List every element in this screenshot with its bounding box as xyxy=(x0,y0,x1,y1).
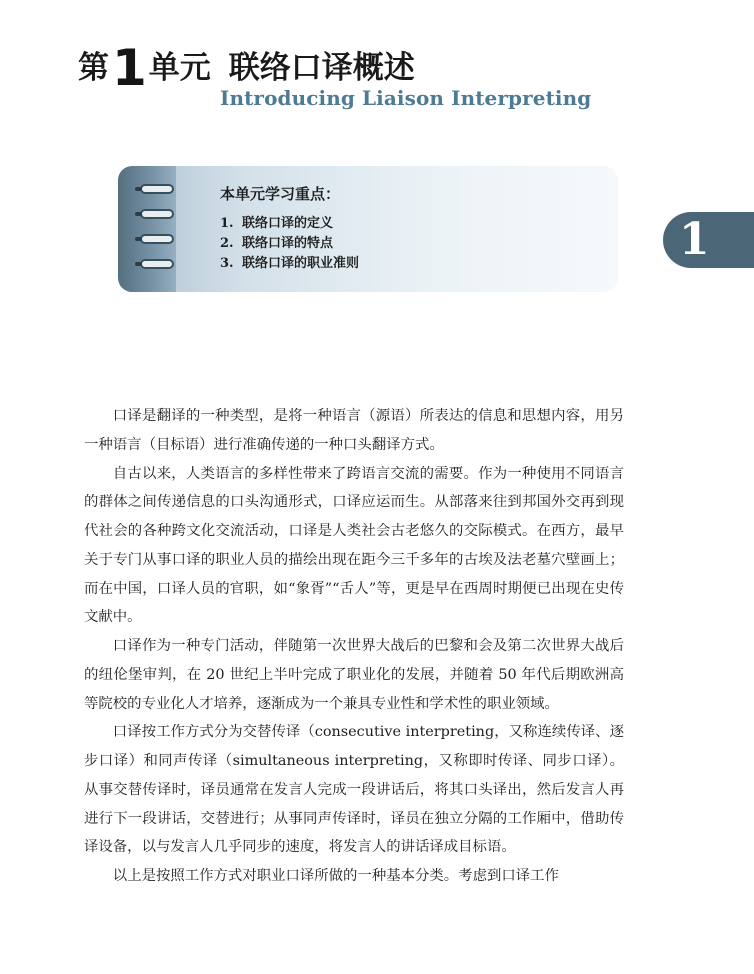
unit-title xyxy=(78,34,415,97)
unit-number: 1 xyxy=(112,39,147,97)
chapter-tab xyxy=(663,212,754,268)
study-focus-heading: 本单元学习重点： xyxy=(220,185,341,203)
binder-ring-icon xyxy=(140,259,174,269)
study-focus-box xyxy=(118,166,618,292)
body-text xyxy=(84,402,624,891)
study-focus-item: 1. 联络口译的定义 xyxy=(220,216,334,231)
binder-ring-icon xyxy=(140,209,174,219)
binder-ring-icon xyxy=(140,184,174,194)
paragraph: 口译按工作方式分为交替传译（consecutive interpreting，又称连续传译、逐步口译）和同声传译（simultaneous interpreting，又称即时传译、同步口译）。从事交替传译时，译员通常在发言人完成一段讲话后，将其口头译出，然后发言人再进行下一段讲话，交替进行；从事同声传译时，译员在独立分隔的工作厢中，借助传译设备，以与发言人几乎同步的速度，将发言人的讲话译成目标语。 xyxy=(84,724,624,856)
unit-prefix: 第 xyxy=(78,50,109,86)
binder-ring-icon xyxy=(140,234,174,244)
unit-title-chinese: 联络口译概述 xyxy=(228,50,415,86)
paragraph: 以上是按照工作方式对职业口译所做的一种基本分类。考虑到口译工作 xyxy=(112,868,559,884)
paragraph: 口译作为一种专门活动，伴随第一次世界大战后的巴黎和会及第二次世界大战后的纽伦堡审判，在 20 世纪上半叶完成了职业化的发展，并随着 50 年代后期欧洲高等院校的专业化人才培养，逐渐成为一个兼具专业性和学术性的职业领域。 xyxy=(84,638,624,712)
paragraph: 口译是翻译的一种类型，是将一种语言（源语）所表达的信息和思想内容，用另一种语言（目标语）进行准确传递的一种口头翻译方式。 xyxy=(84,408,624,453)
unit-title-english: Introducing Liaison Interpreting xyxy=(220,86,592,110)
study-focus-item: 2. 联络口译的特点 xyxy=(220,236,334,251)
unit-suffix: 单元 xyxy=(148,50,211,86)
study-focus-item: 3. 联络口译的职业准则 xyxy=(220,256,360,271)
notebook-spine xyxy=(118,166,176,292)
paragraph: 自古以来，人类语言的多样性带来了跨语言交流的需要。作为一种使用不同语言的群体之间传递信息的口头沟通形式，口译应运而生。从部落来往到邦国外交再到现代社会的各种跨文化交流活动，口译是人类社会古老悠久的交际模式。在西方，最早关于专门从事口译的职业人员的描绘出现在距今三千多年的古埃及法老墓穴壁画上；而在中国，口译人员的官职，如“象胥”“舌人”等，更是早在西周时期便已出现在史传文献中。 xyxy=(84,465,624,626)
study-focus-list xyxy=(220,214,359,274)
chapter-tab-number: 1 xyxy=(679,214,710,265)
